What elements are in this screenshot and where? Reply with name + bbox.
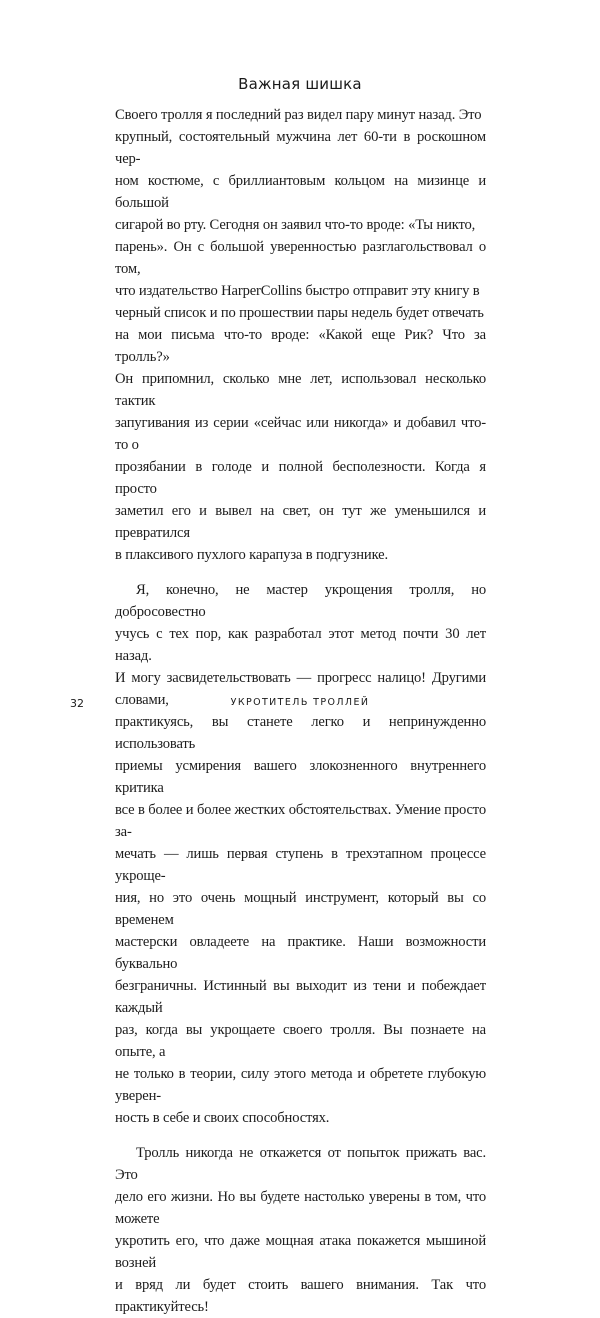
text-line: и вряд ли будет стоить вашего внимания. Так что практикуйтесь!: [115, 1277, 486, 1315]
text-line: прозябании в голоде и полной бесполезности. Когда я просто: [115, 459, 486, 497]
paragraph: [115, 1142, 486, 1318]
text-line: Своего тролля я последний раз видел пару минут назад. Это: [115, 107, 482, 123]
section-heading: Важная шишка: [238, 75, 362, 93]
text-line: приемы усмирения вашего злокозненного внутреннего критика: [115, 758, 486, 796]
page-number: 32: [70, 697, 84, 710]
text-line: Тролль никогда не откажется от попыток прижать вас. Это: [115, 1145, 486, 1183]
text-line: черный список и по прошествии пары недель будет отвечать: [115, 305, 484, 321]
paragraph: [115, 104, 486, 566]
text-line: укротить его, что даже мощная атака покажется мышиной возней: [115, 1233, 486, 1271]
body-text: [115, 104, 486, 1318]
text-line: ния, но это очень мощный инструмент, который вы со временем: [115, 890, 486, 928]
text-line: парень». Он с большой уверенностью разглагольствовал о том,: [115, 239, 486, 277]
text-line: заметил его и вывел на свет, он тут же уменьшился и превратился: [115, 503, 486, 541]
text-line: запугивания из серии «сейчас или никогда» и добавил что-то о: [115, 415, 486, 453]
text-line: что издательство HarperCollins быстро отправит эту книгу в: [115, 283, 480, 299]
text-line: крупный, состоятельный мужчина лет 60-ти в роскошном чер-: [115, 129, 486, 167]
text-line: не только в теории, силу этого метода и обретете глубокую уверен-: [115, 1066, 486, 1104]
text-line: практикуясь, вы станете легко и непринужденно использовать: [115, 714, 486, 752]
text-line: И могу засвидетельствовать — прогресс налицо! Другими словами,: [115, 670, 486, 708]
text-line: дело его жизни. Но вы будете настолько уверены в том, что можете: [115, 1189, 486, 1227]
text-line: сигарой во рту. Сегодня он заявил что-то вроде: «Ты никто,: [115, 217, 476, 233]
paragraph: [115, 579, 486, 1129]
text-line: все в более и более жестких обстоятельствах. Умение просто за-: [115, 802, 486, 840]
text-line: Я, конечно, не мастер укрощения тролля, но добросовестно: [115, 582, 486, 620]
text-line: учусь с тех пор, как разработал этот метод почти 30 лет назад.: [115, 626, 486, 664]
running-head: УКРОТИТЕЛЬ ТРОЛЛЕЙ: [230, 697, 370, 708]
text-line: безграничны. Истинный вы выходит из тени и побеждает каждый: [115, 978, 486, 1016]
text-line: Он припомнил, сколько мне лет, использовал несколько тактик: [115, 371, 486, 409]
text-line: мечать — лишь первая ступень в трехэтапном процессе укроще-: [115, 846, 486, 884]
text-line: мастерски овладеете на практике. Наши возможности буквально: [115, 934, 486, 972]
text-line: на мои письма что-то вроде: «Какой еще Рик? Что за тролль?»: [115, 327, 486, 365]
text-line: ном костюме, с бриллиантовым кольцом на мизинце и большой: [115, 173, 486, 211]
text-line: раз, когда вы укрощаете своего тролля. Вы познаете на опыте, а: [115, 1022, 486, 1060]
text-line: в плаксивого пухлого карапуза в подгузнике.: [115, 547, 388, 563]
text-line: ность в себе и своих способностях.: [115, 1110, 330, 1126]
